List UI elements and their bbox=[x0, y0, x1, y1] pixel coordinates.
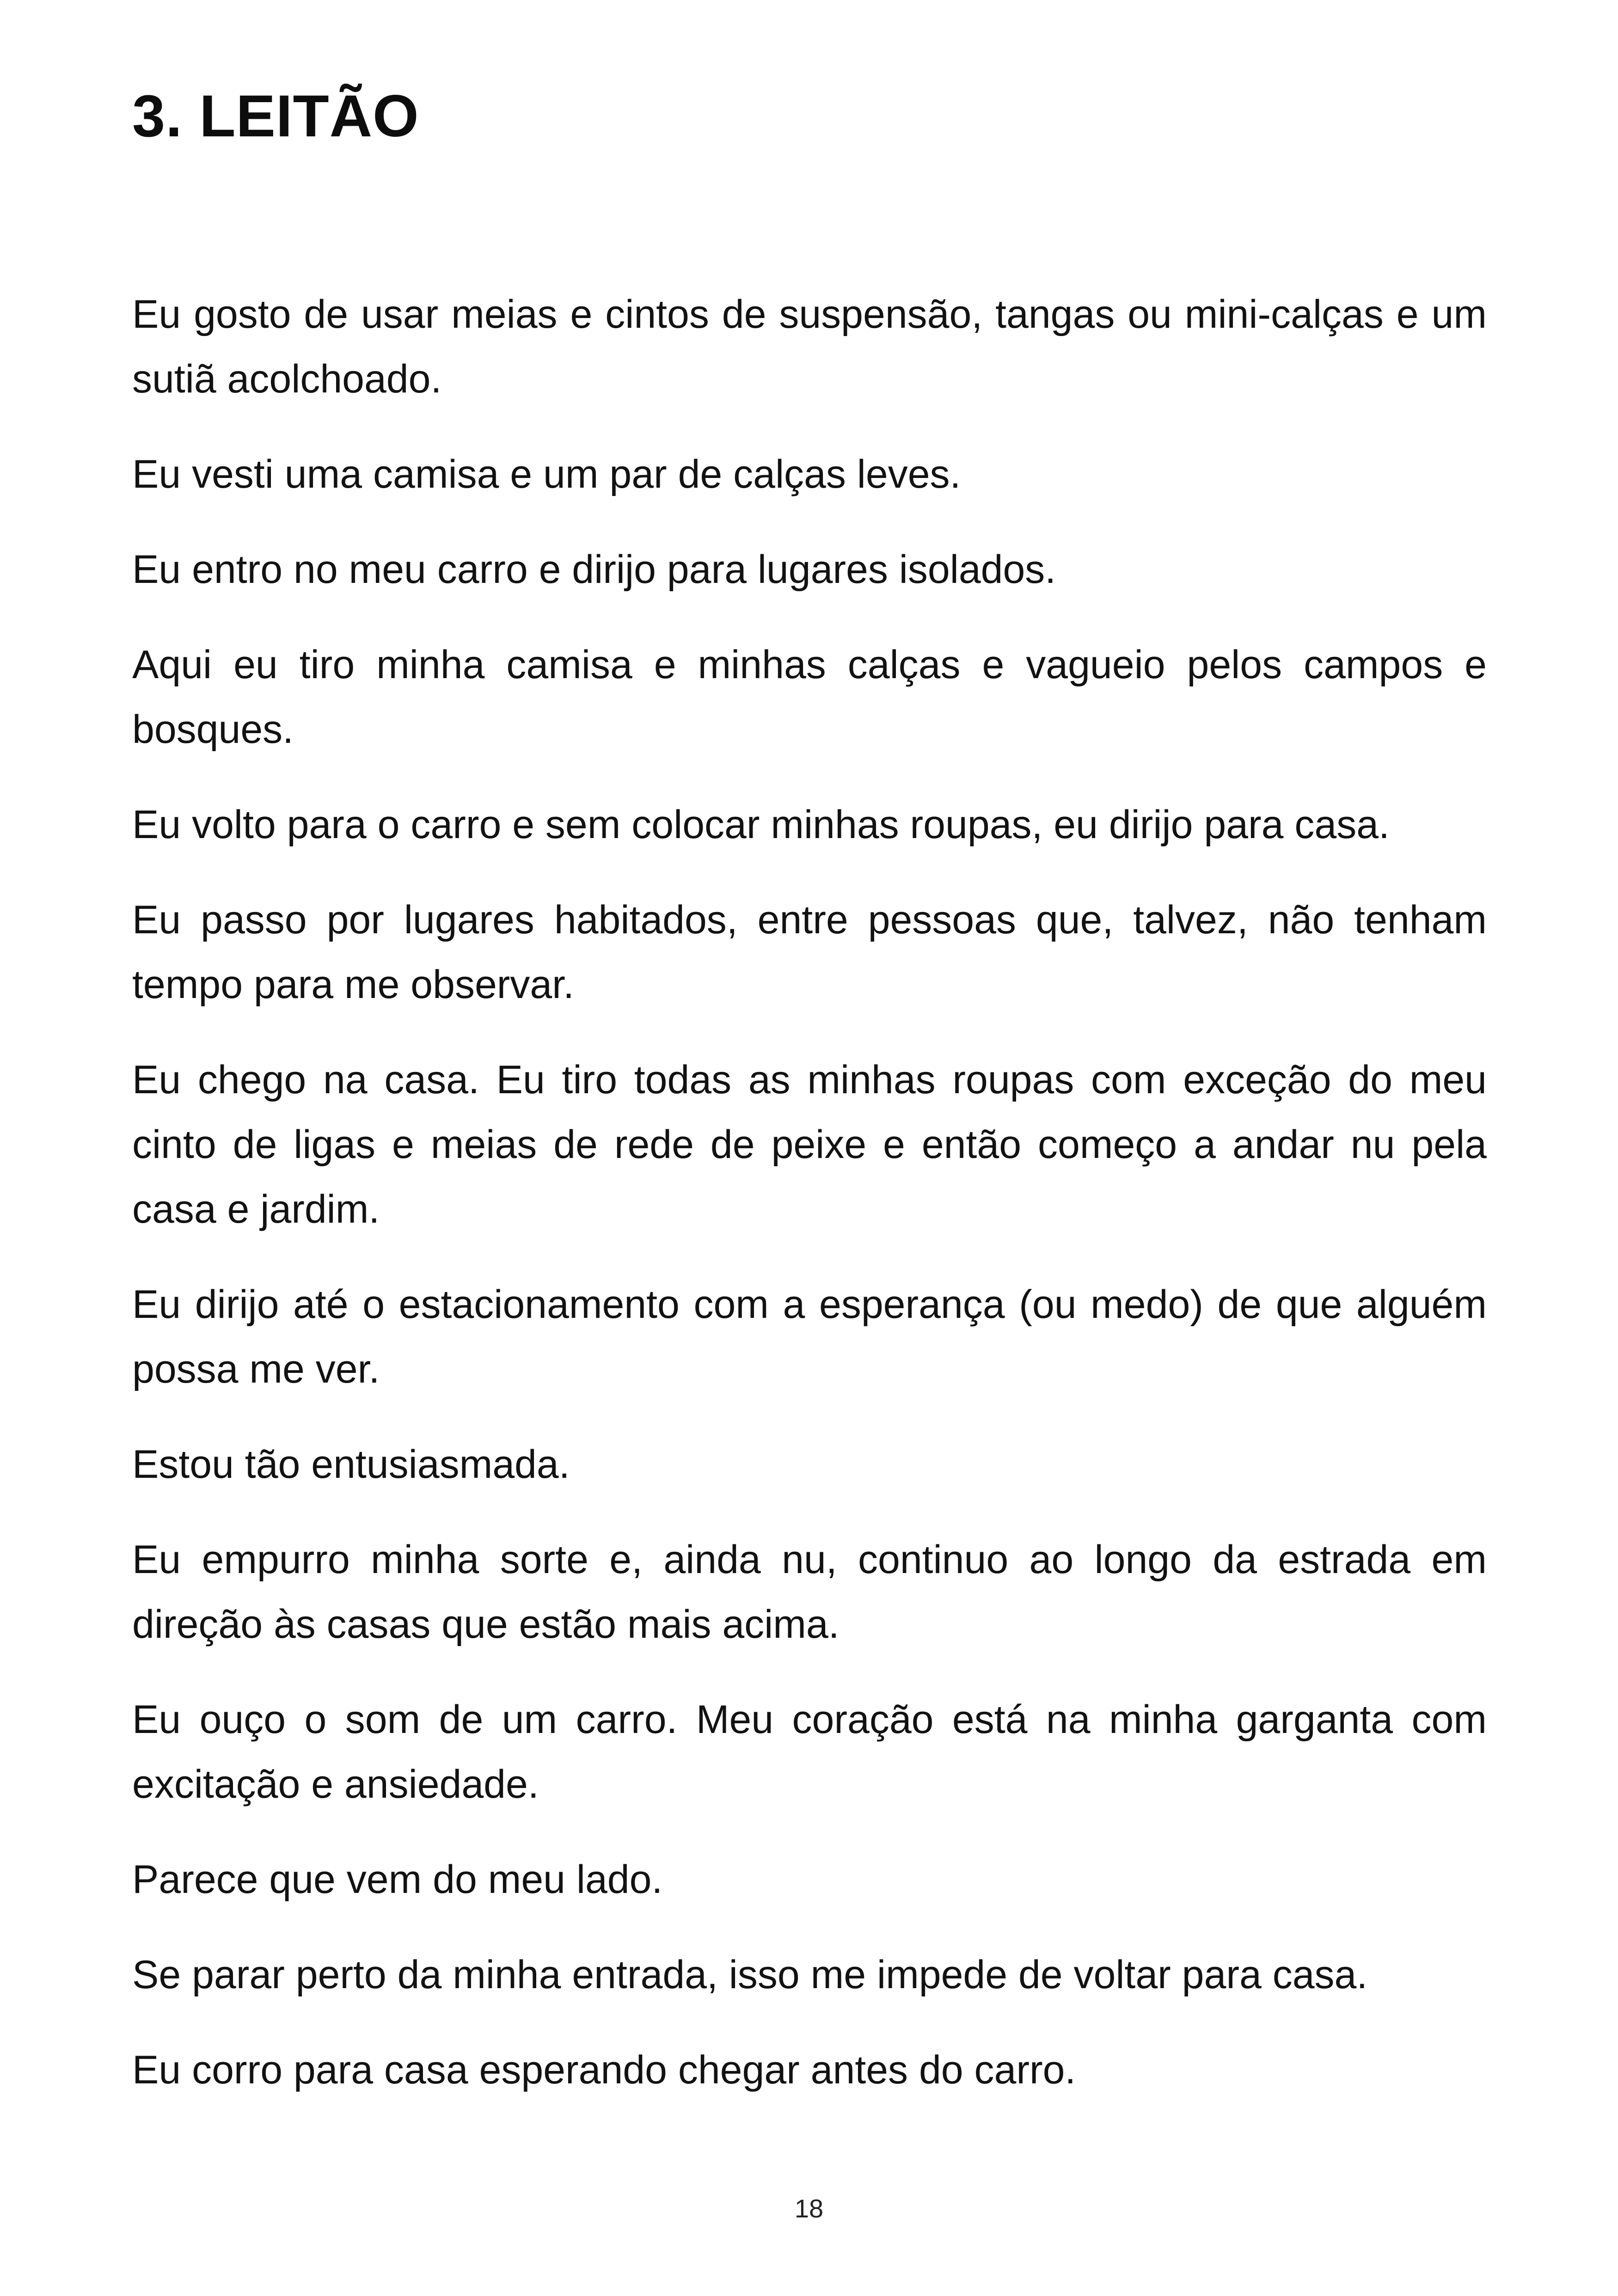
paragraph: Eu vesti uma camisa e um par de calças leves. bbox=[132, 452, 961, 496]
paragraph: Eu passo por lugares habitados, entre pessoas que, talvez, não tenham tempo para me observar. bbox=[132, 898, 1487, 1007]
paragraph: Se parar perto da minha entrada, isso me impede de voltar para casa. bbox=[132, 1953, 1368, 1997]
page-number: 18 bbox=[794, 2194, 824, 2223]
paragraph: Estou tão entusiasmada. bbox=[132, 1442, 570, 1487]
paragraph: Eu entro no meu carro e dirijo para lugares isolados. bbox=[132, 547, 1056, 592]
paragraph: Eu empurro minha sorte e, ainda nu, continuo ao longo da estrada em direção às casas que estão mais acima. bbox=[132, 1537, 1487, 1647]
paragraph: Eu ouço o som de um carro. Meu coração está na minha garganta com excitação e ansiedade. bbox=[132, 1697, 1487, 1806]
paragraph: Eu corro para casa esperando chegar antes do carro. bbox=[132, 2048, 1076, 2092]
chapter-title: 3. LEITÃO bbox=[132, 83, 419, 149]
paragraph: Eu gosto de usar meias e cintos de suspensão, tangas ou mini-calças e um sutiã acolchoado. bbox=[132, 292, 1487, 401]
paragraph: Parece que vem do meu lado. bbox=[132, 1857, 663, 1902]
body-text bbox=[132, 282, 1487, 2133]
paragraph: Eu volto para o carro e sem colocar minhas roupas, eu dirijo para casa. bbox=[132, 802, 1390, 847]
paragraph: Aqui eu tiro minha camisa e minhas calças e vagueio pelos campos e bosques. bbox=[132, 643, 1487, 752]
paragraph: Eu chego na casa. Eu tiro todas as minhas roupas com exceção do meu cinto de ligas e meias de rede de peixe e então começo a andar nu pela casa e jardim. bbox=[132, 1058, 1487, 1231]
paragraph: Eu dirijo até o estacionamento com a esperança (ou medo) de que alguém possa me ver. bbox=[132, 1282, 1487, 1391]
